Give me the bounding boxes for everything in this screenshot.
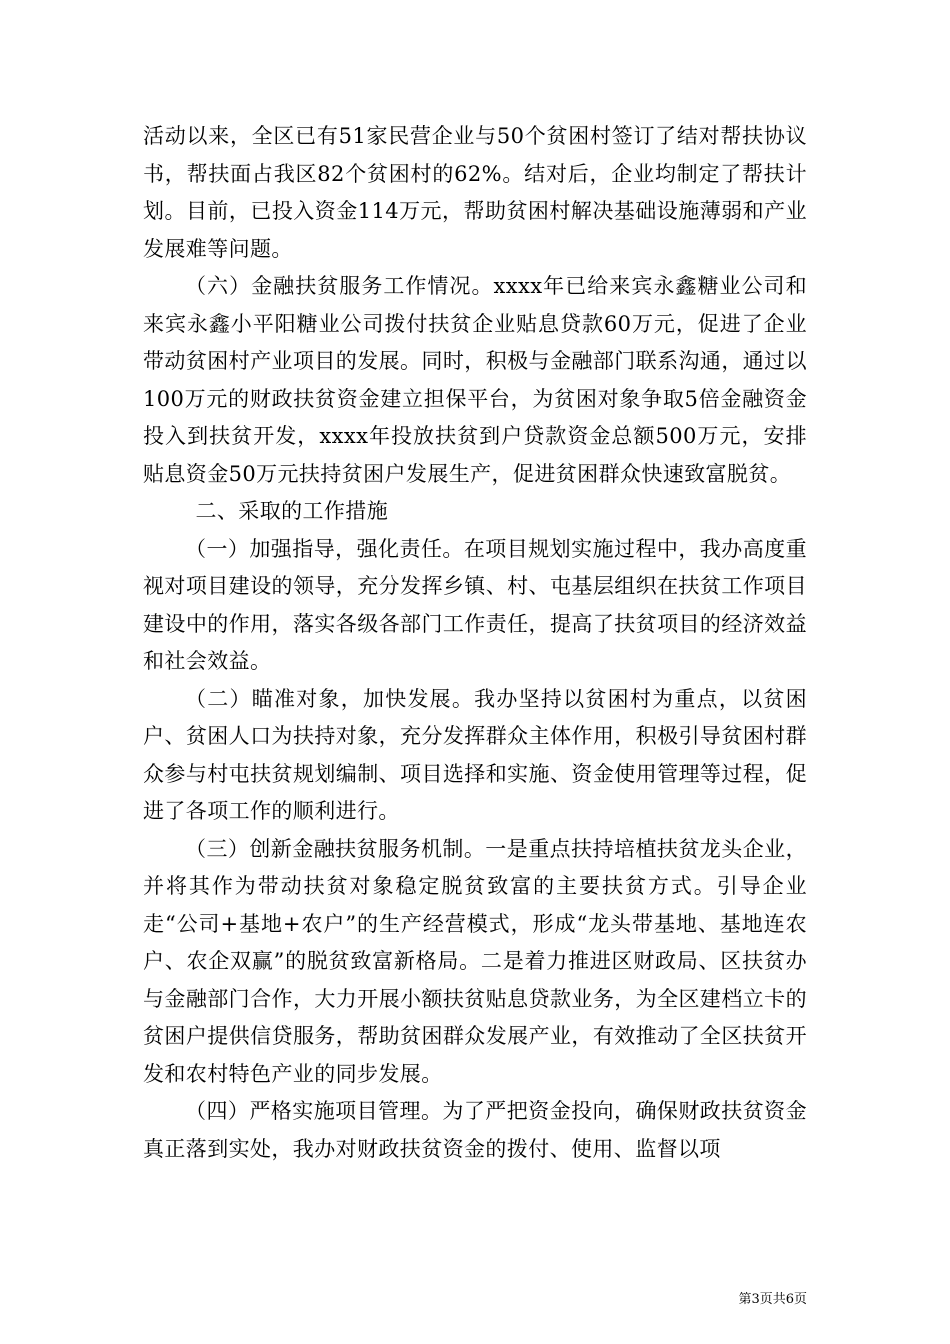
paragraph-guidance-responsibility: （一）加强指导，强化责任。在项目规划实施过程中，我办高度重视对项目建设的领导，充分发挥乡镇、村、屯基层组织在扶贫工作项目建设中的作用，落实各级各部门工作责任，提高了扶贫项目的经济效益和社会效益。 — [143, 536, 807, 673]
section-heading-measures: 二、采取的工作措施 — [195, 499, 389, 523]
paragraph-continuation: 活动以来，全区已有51家民营企业与50个贫困村签订了结对帮扶协议书，帮扶面占我区82个贫困村的62%。结对后，企业均制定了帮扶计划。目前，已投入资金114万元，帮助贫困村解决基础设施薄弱和产业发展难等问题。 — [143, 124, 807, 261]
page-number: 第3页共6页 — [738, 1292, 807, 1307]
paragraph-project-management: （四）严格实施项目管理。为了严把资金投向，确保财政扶贫资金真正落到实处，我办对财政扶贫资金的拨付、使用、监督以项 — [143, 1099, 807, 1161]
paragraph-financial-innovation: （三）创新金融扶贫服务机制。一是重点扶持培植扶贫龙头企业，并将其作为带动扶贫对象稳定脱贫致富的主要扶贫方式。引导企业走“公司+基地+农户”的生产经营模式，形成“龙头带基地、基地连农户、农企双赢”的脱贫致富新格局。二是着力推进区财政局、区扶贫办与金融部门合作，大力开展小额扶贫贴息贷款业务，为全区建档立卡的贫困户提供信贷服务，帮助贫困群众发展产业，有效推动了全区扶贫开发和农村特色产业的同步发展。 — [143, 836, 807, 1086]
paragraph-financial-poverty-service: （六）金融扶贫服务工作情况。xxxx年已给来宾永鑫糖业公司和来宾永鑫小平阳糖业公司拨付扶贫企业贴息贷款60万元，促进了企业带动贫困村产业项目的发展。同时，积极与金融部门联系沟通，通过以100万元的财政扶贫资金建立担保平台，为贫困对象争取5倍金融资金投入到扶贫开发，xxxx年投放扶贫到户贷款资金总额500万元，安排贴息资金50万元扶持贫困户发展生产，促进贫困群众快速致富脱贫。 — [143, 274, 807, 486]
document-body — [143, 118, 807, 1168]
paragraph-target-development: （二）瞄准对象，加快发展。我办坚持以贫困村为重点，以贫困户、贫困人口为扶持对象，充分发挥群众主体作用，积极引导贫困村群众参与村屯扶贫规划编制、项目选择和实施、资金使用管理等过程，促进了各项工作的顺利进行。 — [143, 686, 807, 823]
